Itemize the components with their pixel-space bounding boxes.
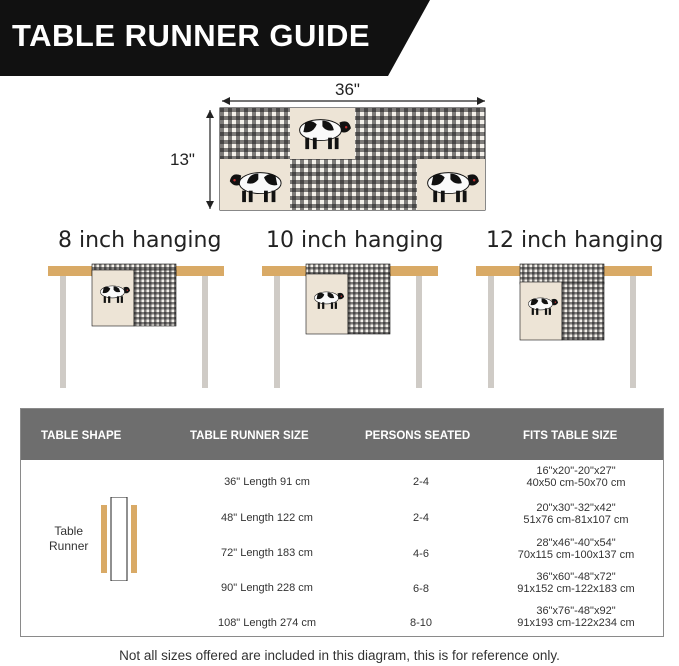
row-5-fits-inch: 36"x76"-48"x92" — [536, 605, 616, 617]
row-1-fits-inch: 16"x20"-20"x27" — [536, 465, 616, 477]
row-1-fits — [501, 465, 651, 489]
row-2-persons: 2-4 — [413, 512, 429, 524]
header-table-shape: TABLE SHAPE — [41, 430, 122, 442]
row-3-size: 72" Length 183 cm — [221, 547, 313, 559]
row-1-fits-cm: 40x50 cm-50x70 cm — [526, 477, 626, 489]
width-dimension: 36" — [335, 80, 360, 99]
hanging-label-10: 10 inch hanging — [266, 228, 444, 253]
shape-label-line2: Runner — [49, 539, 89, 553]
row-5-size: 108" Length 274 cm — [217, 617, 317, 629]
header-runner-size: TABLE RUNNER SIZE — [190, 430, 309, 442]
height-dimension: 13" — [170, 150, 195, 169]
row-3-persons: 4-6 — [413, 548, 429, 560]
row-1-persons: 2-4 — [413, 476, 429, 488]
shape-label-line1: Table — [54, 524, 84, 538]
row-5-fits-cm: 91x193 cm-122x234 cm — [517, 617, 635, 629]
shape-label — [49, 524, 88, 554]
page-title: TABLE RUNNER GUIDE — [12, 18, 371, 53]
hanging-table-10 — [258, 262, 440, 392]
size-table — [20, 408, 664, 637]
row-4-size: 90" Length 228 cm — [221, 582, 313, 594]
runner-shape-icon — [99, 497, 139, 581]
row-2-size: 48" Length 122 cm — [221, 512, 313, 524]
row-4-fits — [501, 571, 651, 595]
row-5-persons: 8-10 — [409, 617, 433, 629]
hanging-label-12: 12 inch hanging — [486, 228, 664, 253]
row-4-fits-inch: 36"x60"-48"x72" — [536, 571, 616, 583]
row-1-size: 36" Length 91 cm — [224, 476, 310, 488]
runner-diagram — [200, 86, 500, 216]
row-4-fits-cm: 91x152 cm-122x183 cm — [517, 583, 635, 595]
row-4-persons: 6-8 — [413, 583, 429, 595]
row-3-fits-cm: 70x115 cm-100x137 cm — [517, 549, 635, 561]
row-2-fits-inch: 20"x30"-32"x42" — [536, 502, 616, 514]
size-table-header — [21, 409, 663, 460]
header-fits-table-size: FITS TABLE SIZE — [523, 430, 618, 442]
row-3-fits — [501, 537, 651, 561]
footnote: Not all sizes offered are included in this diagram, this is for reference only. — [119, 648, 560, 663]
header-persons-seated: PERSONS SEATED — [365, 430, 471, 442]
hanging-table-12 — [472, 262, 654, 392]
row-5-fits — [501, 605, 651, 629]
row-3-fits-inch: 28"x46"-40"x54" — [536, 537, 616, 549]
row-2-fits-cm: 51x76 cm-81x107 cm — [523, 514, 629, 526]
hanging-label-8: 8 inch hanging — [58, 228, 222, 253]
hanging-table-8 — [44, 262, 226, 392]
row-2-fits — [501, 502, 651, 526]
